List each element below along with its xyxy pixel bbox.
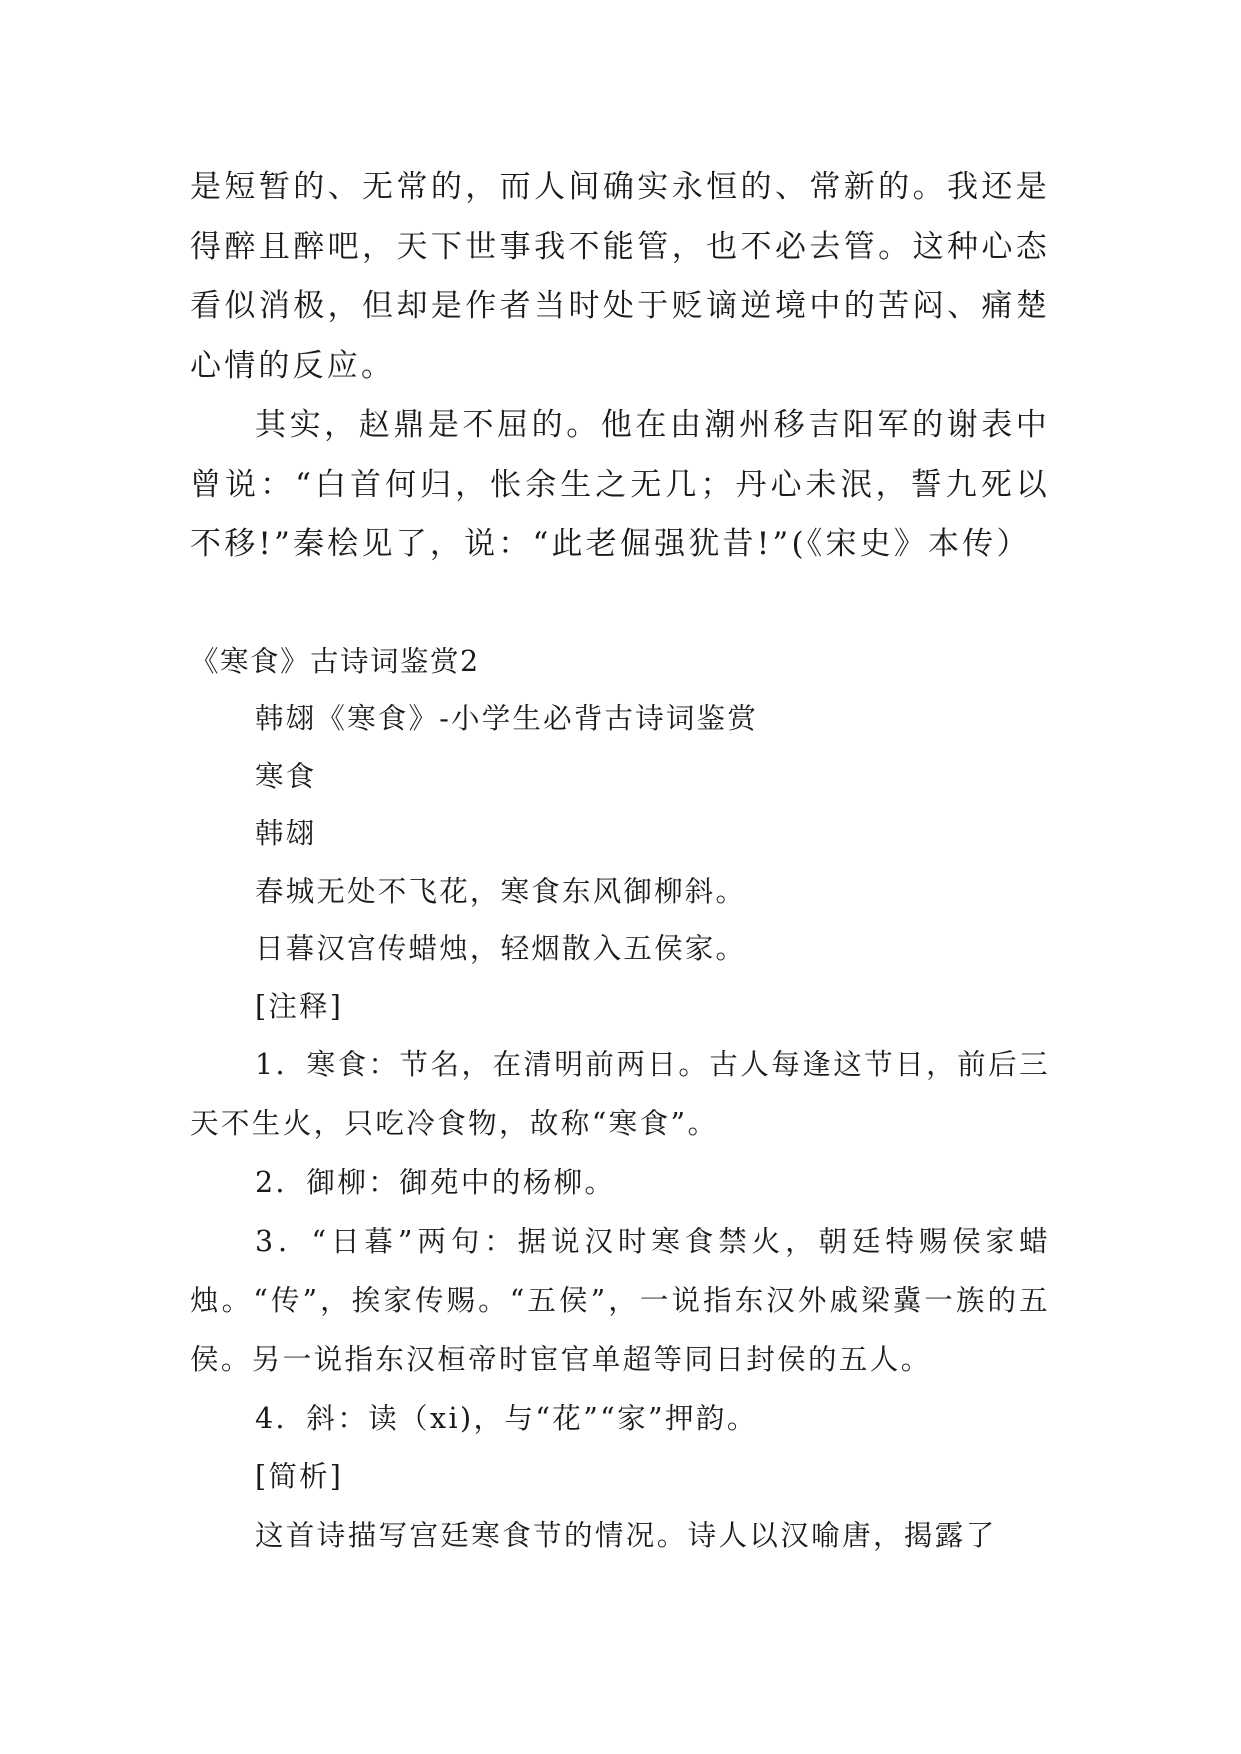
article-subtitle: 韩翃《寒食》-小学生必背古诗词鉴赏 xyxy=(255,702,759,735)
section-heading: 《寒食》古诗词鉴赏2 xyxy=(190,644,480,678)
notes-label: [注释] xyxy=(255,989,344,1023)
poem-title: 寒食 xyxy=(255,759,317,793)
analysis-paragraph: 这首诗描写宫廷寒食节的情况。诗人以汉喻唐，揭露了 xyxy=(255,1518,997,1552)
note-4: 4．斜：读（xi)，与“花”“家”押韵。 xyxy=(255,1402,758,1435)
note-2: 2．御柳：御苑中的杨柳。 xyxy=(255,1166,616,1199)
note-1: 1．寒食：节名，在清明前两日。古人每逢这节日，前后三天不生火，只吃冷食物，故称“寒食”。 xyxy=(190,1048,1050,1140)
document-page xyxy=(190,158,1050,1565)
paragraph-zhao-ding: 其实，赵鼎是不屈的。他在由潮州移吉阳军的谢表中曾说：“白首何归，怅余生之无几；丹心未泯，誓九死以不移!”秦桧见了，说：“此老倔强犹昔!”(《宋史》本传） xyxy=(190,407,1050,562)
poem-verse-2: 日暮汉宫传蜡烛，轻烟散入五侯家。 xyxy=(255,932,747,965)
paragraph-continued: 是短暂的、无常的，而人间确实永恒的、常新的。我还是得醉且醉吧，天下世事我不能管，也不必去管。这种心态看似消极，但却是作者当时处于贬谪逆境中的苦闷、痛楚心情的反应。 xyxy=(190,169,1050,384)
note-3: 3．“日暮”两句：据说汉时寒食禁火，朝廷特赐侯家蜡烛。“传”，挨家传赐。“五侯”，一说指东汉外戚梁冀一族的五侯。另一说指东汉桓帝时宦官单超等同日封侯的五人。 xyxy=(190,1225,1050,1376)
poem-verse-1: 春城无处不飞花，寒食东风御柳斜。 xyxy=(255,874,747,908)
poem-author: 韩翃 xyxy=(255,817,317,850)
analysis-label: [简析] xyxy=(255,1460,344,1493)
